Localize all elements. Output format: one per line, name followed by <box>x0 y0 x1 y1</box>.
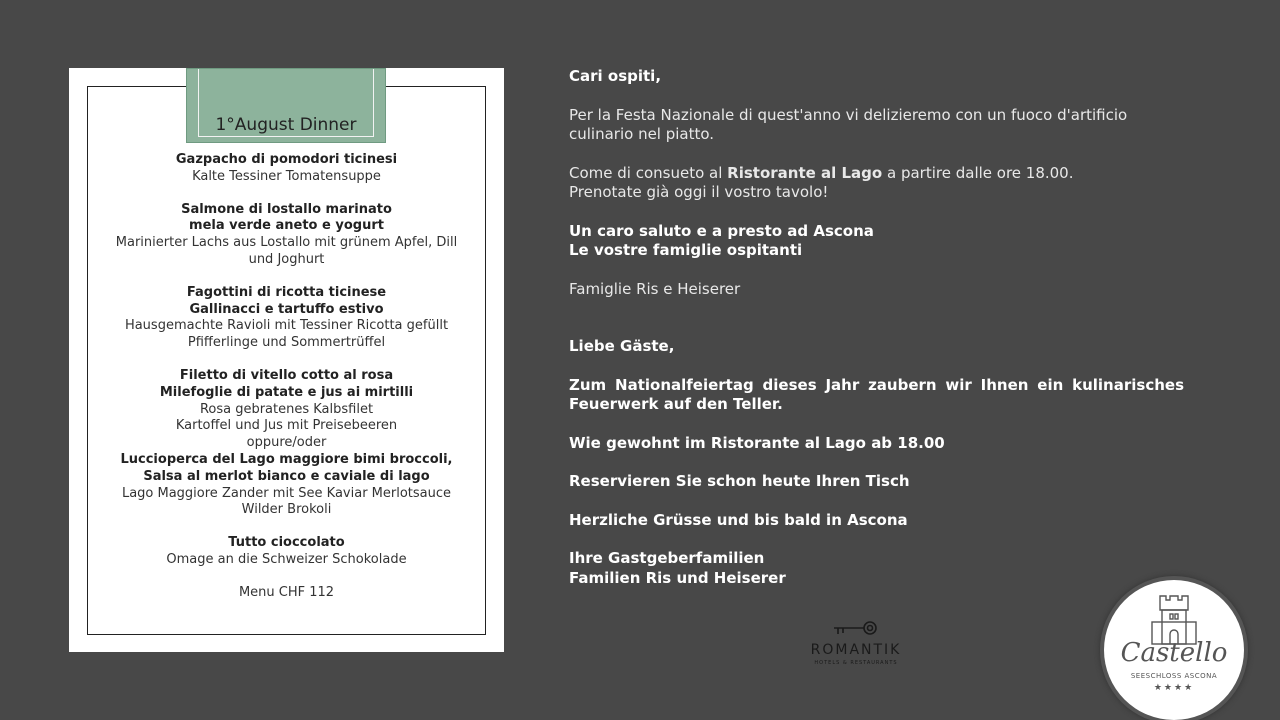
dish-description: Pfifferlinge und Sommertrüffel <box>187 335 386 351</box>
closing-it <box>569 222 1184 261</box>
menu-course <box>87 285 486 352</box>
dish-description: Menu CHF 112 <box>238 584 335 600</box>
dish-description: Omage an die Schweizer Schokolade <box>166 551 407 567</box>
menu-title-box <box>186 68 386 143</box>
dish-name: Filetto di vitello cotto al rosa <box>179 367 394 383</box>
paragraph-de-1-line1: Zum Nationalfeiertag dieses Jahr zaubern wir Ihnen ein kulinarisches <box>569 375 1184 394</box>
dish-description: Rosa gebratenes Kalbsfilet <box>199 401 374 417</box>
closing-it-2: Le vostre famiglie ospitanti <box>569 241 803 259</box>
dish-name: Fagottini di ricotta ticinese <box>186 284 387 300</box>
castello-subtitle: SEESCHLOSS ASCONA <box>1130 672 1218 680</box>
dish-name: Tutto cioccolato <box>228 535 345 551</box>
dish-description: Hausgemachte Ravioli mit Tessiner Ricotta gefüllt <box>124 318 449 334</box>
greeting-it: Cari ospiti, <box>569 67 662 85</box>
menu-course <box>87 202 486 269</box>
letter <box>569 67 1184 607</box>
dish-description: Marinierter Lachs aus Lostallo mit grünem Apfel, Dill und Joghurt <box>115 235 458 267</box>
menu-title: 1°August Dinner <box>215 115 357 135</box>
dish-description: Wilder Brokoli <box>241 502 332 518</box>
romantik-logo <box>800 618 912 670</box>
dish-name: Luccioperca del Lago maggiore bimi broccoli, <box>120 451 453 467</box>
restaurant-name: Ristorante al Lago <box>727 163 883 182</box>
paragraph-de-1-line2: Feuerwerk auf den Teller. <box>569 395 783 413</box>
menu-course <box>87 535 486 569</box>
closing-de <box>569 549 1184 588</box>
paragraph-it-2-pre: Come di consueto al <box>569 163 728 182</box>
paragraph-it-2-post: a partire dalle ore 18.00. <box>882 163 1074 182</box>
dish-description: oppure/oder <box>246 435 327 451</box>
paragraph-it-1: Per la Festa Nazionale di quest'anno vi delizieremo con un fuoco d'artificio culinario nel piatto. <box>569 105 1128 143</box>
castello-name: Castello <box>1120 638 1228 668</box>
menu-course <box>87 152 486 186</box>
key-icon <box>800 618 912 642</box>
dish-name: Gallinacci e tartuffo estivo <box>189 301 384 317</box>
paragraph-de-2: Wie gewohnt im Ristorante al Lago ab 18.00 <box>569 433 945 452</box>
dish-description: Kalte Tessiner Tomatensuppe <box>192 168 381 184</box>
dish-name: Salmone di lostallo marinato <box>181 201 392 217</box>
dish-name: Salsa al merlot bianco e caviale di lago <box>143 468 430 484</box>
romantik-name: ROMANTIK <box>810 642 902 658</box>
dish-name: Milefoglie di patate e jus ai mirtilli <box>159 384 414 400</box>
signature-it: Famiglie Ris e Heiserer <box>569 279 741 298</box>
menu-course <box>87 368 486 519</box>
paragraph-it-2-line2: Prenotate già oggi il vostro tavolo! <box>569 183 829 201</box>
paragraph-de-4: Herzliche Grüsse und bis bald in Ascona <box>569 510 908 529</box>
dish-name: Gazpacho di pomodori ticinesi <box>175 152 398 167</box>
romantik-subtitle: HOTELS & RESTAURANTS <box>814 660 898 666</box>
menu-card <box>69 68 504 652</box>
closing-de-1: Ihre Gastgeberfamilien <box>569 549 765 567</box>
castello-logo <box>1104 580 1244 720</box>
dish-description: Kartoffel und Jus mit Preisebeeren <box>175 418 398 434</box>
paragraph-it-2 <box>569 164 1184 203</box>
paragraph-de-1 <box>569 376 1184 415</box>
closing-de-2: Familien Ris und Heiserer <box>569 568 786 587</box>
greeting-de: Liebe Gäste, <box>569 337 675 355</box>
menu-courses <box>87 152 486 618</box>
castello-stars: ★★★★ <box>1153 683 1195 693</box>
dish-name: mela verde aneto e yogurt <box>189 218 384 234</box>
dish-description: Lago Maggiore Zander mit See Kaviar Merlotsauce <box>121 485 452 501</box>
closing-it-1: Un caro saluto e a presto ad Ascona <box>569 221 874 240</box>
paragraph-de-3: Reservieren Sie schon heute Ihren Tisch <box>569 472 910 490</box>
menu-course <box>87 585 486 602</box>
